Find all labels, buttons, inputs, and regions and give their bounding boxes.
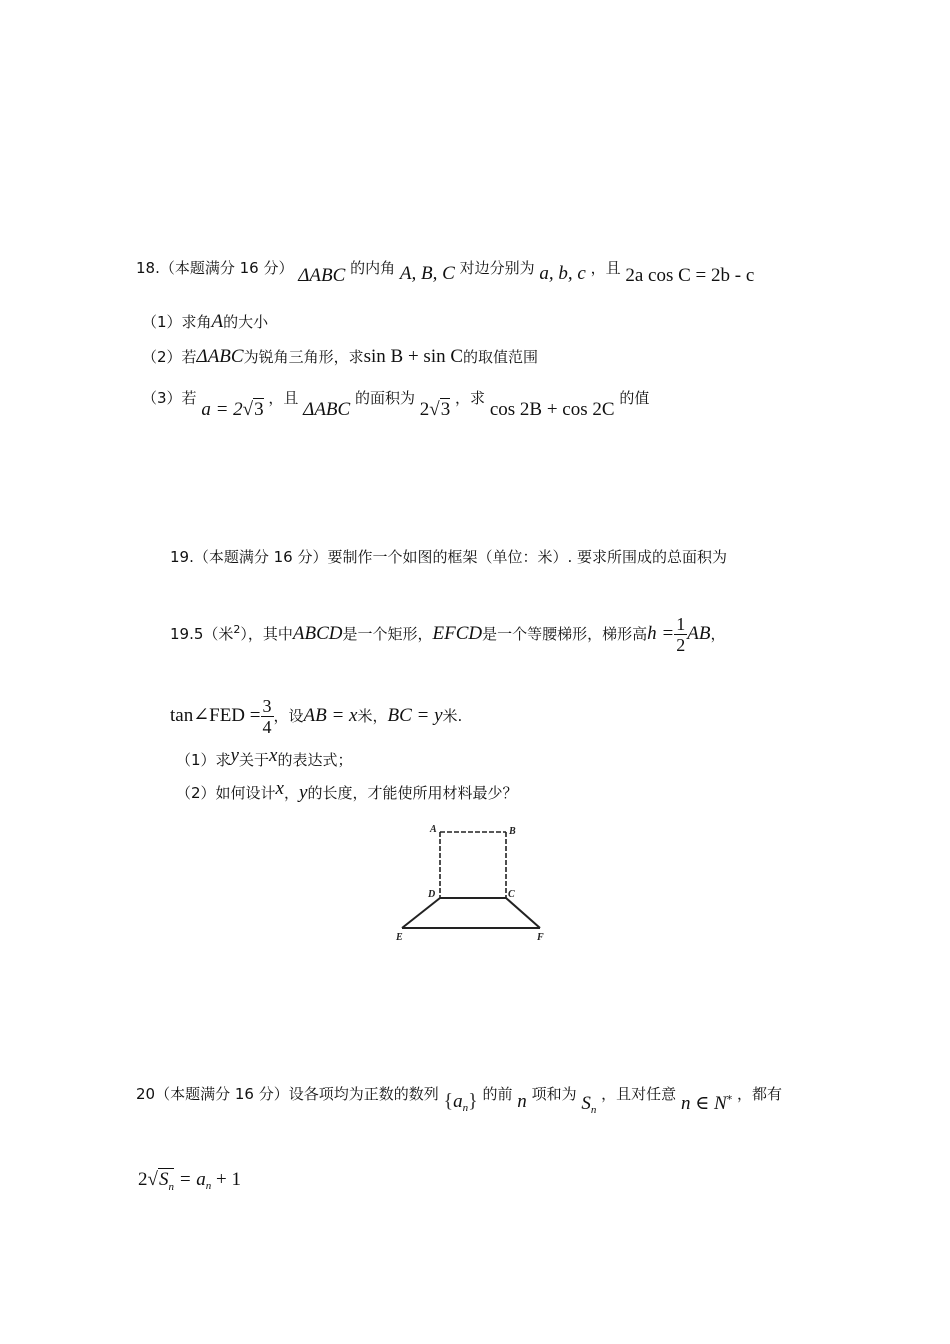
right-brace: } xyxy=(468,1090,478,1112)
q18-text2: 对边分别为 xyxy=(459,259,535,277)
q18-triangle: ΔABC xyxy=(298,265,346,286)
q20-seq-sub: n xyxy=(462,1102,469,1114)
q20-text3: ，且对任意 xyxy=(601,1085,677,1103)
q19-area-text: 19.5（米 xyxy=(170,625,234,643)
q18-part1-text: 的大小 xyxy=(223,313,269,331)
q19-abcd: ABCD xyxy=(292,623,343,644)
q20-eq-an: = a xyxy=(173,1169,206,1190)
label-a: A xyxy=(430,824,437,835)
q18-part3 xyxy=(142,388,650,420)
q18-text3: ，且 xyxy=(590,259,621,277)
q19-part2 xyxy=(176,778,518,803)
q19-half-fraction xyxy=(674,614,687,655)
label-d: D xyxy=(428,889,436,900)
q19-text-qizhong: ），其中 xyxy=(240,625,293,643)
q20-eq-plus-one: + 1 xyxy=(211,1169,241,1190)
q18-part3-area xyxy=(420,401,450,419)
label-b: B xyxy=(509,826,516,837)
edge-de xyxy=(402,898,440,928)
q19-text-meter1: 米， xyxy=(357,707,388,725)
q19-efcd: EFCD xyxy=(432,623,483,644)
q20-nN: n ∈ N xyxy=(680,1093,727,1114)
q19-tan: tan∠FED = xyxy=(170,705,261,726)
q20-eq-radicand xyxy=(158,1168,174,1193)
q19-part1-label: （1）求 xyxy=(176,751,231,769)
q19-part2-comma: ， xyxy=(283,784,299,802)
q20-eq-coef: 2 xyxy=(138,1169,148,1190)
q20-eq-an-sub: n xyxy=(205,1180,212,1192)
q20-text4: ，都有 xyxy=(736,1085,782,1103)
q18-part3-label: （3）若 xyxy=(142,389,197,407)
q19-bc-y: BC = y xyxy=(387,705,443,726)
q19-area-exp: 2 xyxy=(233,623,241,636)
q20-n-in-N xyxy=(681,1095,732,1113)
q18-part1-angle: A xyxy=(211,311,224,332)
q18-part1 xyxy=(142,312,268,332)
q18-part2-triangle: ΔABC xyxy=(196,346,244,367)
q20-S-sub: n xyxy=(590,1104,597,1116)
q19-part1-text: 关于 xyxy=(238,751,269,769)
label-e: E xyxy=(396,932,403,943)
q18-part1-label: （1）求角 xyxy=(142,313,212,331)
q19-part1-tail: 的表达式； xyxy=(277,751,353,769)
left-brace: { xyxy=(443,1090,454,1112)
q20-nN-star: * xyxy=(726,1093,733,1106)
q20-text2: 项和为 xyxy=(531,1085,577,1103)
q19-part1-y: y xyxy=(230,745,239,766)
q20-heading: 20（本题满分 16 分）设各项均为正数的数列 xyxy=(136,1085,439,1103)
q20-sequence xyxy=(443,1090,478,1114)
q19-h: h = xyxy=(647,623,675,644)
q19-line1: 19.（本题满分 16 分）要制作一个如图的框架（单位：米）. 要求所围成的总面积为 xyxy=(170,548,728,566)
q18-part3-triangle: ΔABC xyxy=(303,399,351,420)
q20-n: n xyxy=(517,1091,527,1112)
q20-sum xyxy=(581,1093,597,1116)
sqrt-symbol: $√S_n$ xyxy=(147,1169,174,1193)
q18-part2-label: （2）若 xyxy=(142,348,197,366)
q18-part2-text: 为锐角三角形，求 xyxy=(243,348,364,366)
label-c: C xyxy=(508,889,515,900)
q18-heading: 18.（本题满分 16 分） xyxy=(136,259,294,277)
q20-text1: 的前 xyxy=(482,1085,513,1103)
label-f: F xyxy=(537,932,544,943)
q18-part2-expr: sin B + sin C xyxy=(363,346,464,367)
q19-text-trap: 是一个等腰梯形，梯形高 xyxy=(482,625,648,643)
q18-part3-tail: 的值 xyxy=(619,389,650,407)
q18-part2 xyxy=(142,347,538,367)
q18-part3-expr: cos 2B + cos 2C xyxy=(489,399,615,420)
q19-ab-x: AB = x xyxy=(303,705,358,726)
q18-part3-area-radicand: 3 xyxy=(440,399,451,420)
edge-cf xyxy=(506,898,540,928)
fraction-numerator: 1 xyxy=(676,614,686,634)
fraction-numerator: 3 xyxy=(262,696,272,716)
q19-line2 xyxy=(170,614,725,655)
q19-part2-x: x xyxy=(275,778,284,799)
q19-ab: AB xyxy=(687,623,711,644)
q19-frame-figure xyxy=(388,812,566,958)
q19-part2-label: （2）如何设计 xyxy=(176,784,276,802)
q18-sides: a, b, c xyxy=(539,263,586,284)
q20-seq-a: a xyxy=(453,1091,463,1112)
q18-part3-text1: ，且 xyxy=(268,389,299,407)
q19-comma: ， xyxy=(710,625,726,643)
q19-text-set: ，设 xyxy=(273,707,304,725)
sqrt-symbol: √3 xyxy=(429,399,451,420)
fraction-denominator: 2 xyxy=(676,635,686,655)
q20-eq-S: S xyxy=(158,1169,169,1190)
q18-part3-a-value xyxy=(201,401,263,419)
q19-text-rect: 是一个矩形， xyxy=(342,625,433,643)
q20-equation xyxy=(138,1170,241,1197)
q18-line1 xyxy=(136,258,755,286)
q19-part1-x: x xyxy=(269,745,278,766)
q18-text1: 的内角 xyxy=(350,259,396,277)
q20-S: S xyxy=(581,1093,591,1114)
q19-tan-fraction xyxy=(261,696,274,737)
q19-part2-y: y xyxy=(299,782,308,803)
fraction-denominator: 4 xyxy=(262,717,272,737)
sqrt-symbol: √3 xyxy=(242,399,264,420)
q18-part3-text2: 的面积为 xyxy=(355,389,416,407)
q18-angles: A, B, C xyxy=(399,263,455,284)
q20-eq-S-sub: n xyxy=(168,1180,174,1193)
q20-line1 xyxy=(136,1080,782,1116)
q18-part2-tail: 的取值范围 xyxy=(463,348,539,366)
q18-equation: 2a cos C = 2b - c xyxy=(625,265,755,286)
q19-text-meter2: 米. xyxy=(442,707,463,725)
q18-part3-a-radicand: 3 xyxy=(254,399,264,420)
q18-part3-a-eq: a = 2 xyxy=(201,399,243,420)
q19-part2-tail: 的长度，才能使所用材料最少？ xyxy=(307,784,518,802)
q18-part3-text3: ，求 xyxy=(455,389,486,407)
q19-line3 xyxy=(170,696,462,737)
q19-part1 xyxy=(176,745,353,770)
q18-part3-area-coef: 2 xyxy=(419,399,430,420)
